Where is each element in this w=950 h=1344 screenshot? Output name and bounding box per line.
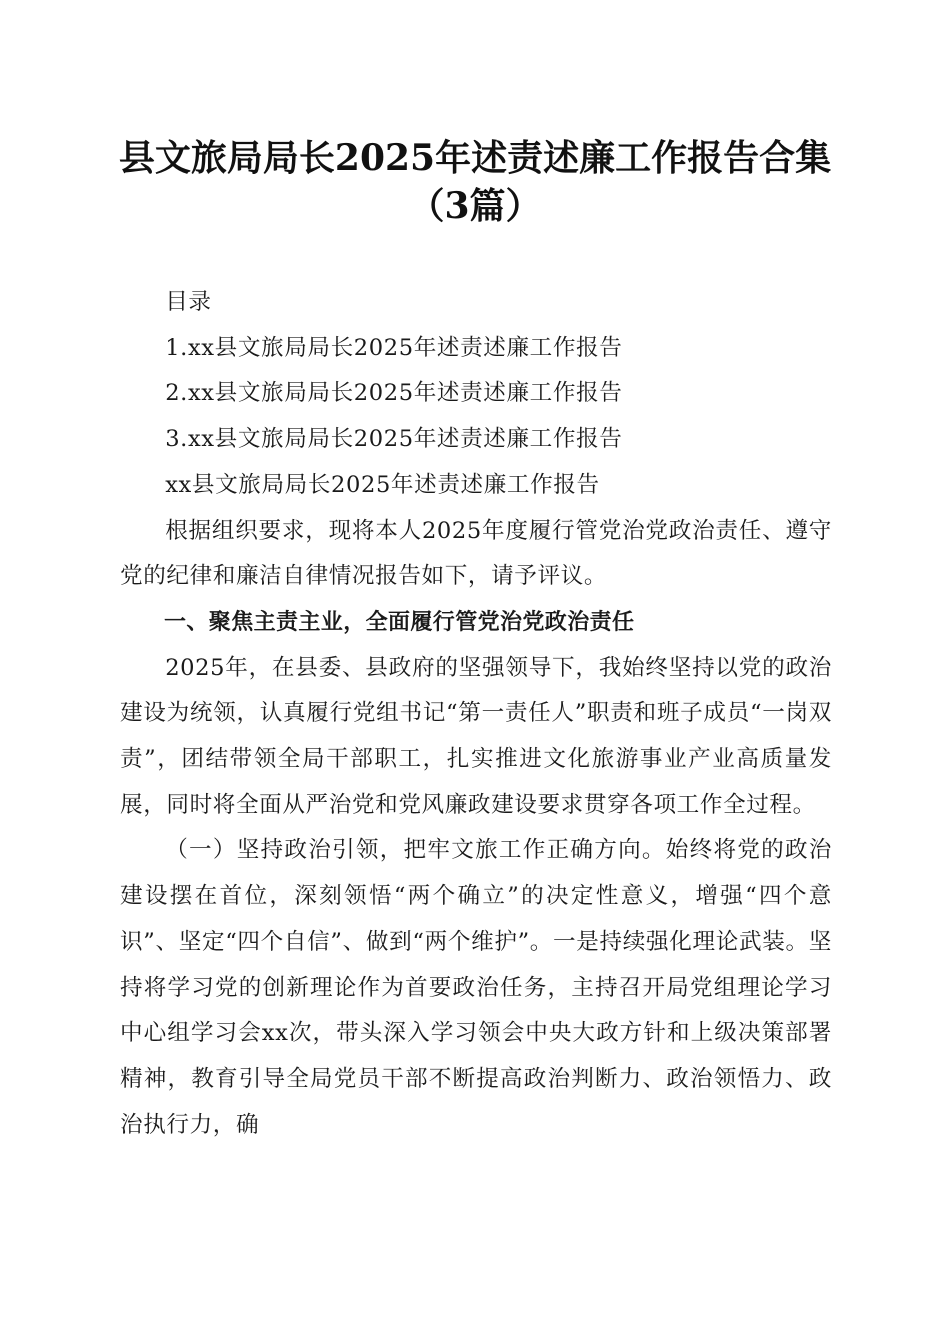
toc-item-1: 1.xx县文旅局局长2025年述责述廉工作报告 [165, 334, 623, 361]
toc-label: 目录 [165, 289, 212, 315]
title-line-1: 县文旅局局长2025年述责述廉工作报告合集 [118, 137, 832, 179]
toc-item-3: 3.xx县文旅局局长2025年述责述廉工作报告 [165, 426, 623, 453]
toc-item-2: 2.xx县文旅局局长2025年述责述廉工作报告 [165, 380, 623, 407]
section-1-paragraph: 2025年，在县委、县政府的坚强领导下，我始终坚持以党的政治建设为统领，认真履行党组书记“第一责任人”职责和班子成员“一岗双责”，团结带领全局干部职工，扎实推进文化旅游事业产业高质量发展，同时将全面从严治党和党风廉政建设要求贯穿各项工作全过程。 [120, 654, 832, 818]
intro-paragraph: 根据组织要求，现将本人2025年度履行管党治党政治责任、遵守党的纪律和廉洁自律情况报告如下，请予评议。 [120, 517, 832, 590]
section-1-heading: 一、聚焦主责主业，全面履行管党治党政治责任 [164, 609, 635, 635]
title-line-2: （3篇） [408, 185, 542, 227]
report-title: xx县文旅局局长2025年述责述廉工作报告 [165, 471, 600, 498]
subsection-1-paragraph: （一）坚持政治引领，把牢文旅工作正确方向。始终将党的政治建设摆在首位，深刻领悟“两个确立”的决定性意义，增强“四个意识”、坚定“四个自信”、做到“两个维护”。一是持续强化理论武装。坚持将学习党的创新理论作为首要政治任务，主持召开局党组理论学习中心组学习会xx次，带头深入学习领会中央大政方针和上级决策部署精神，教育引导全局党员干部不断提高政治判断力、政治领悟力、政治执行力，确 [120, 837, 832, 1138]
document-title [80, 134, 870, 230]
document-body [120, 280, 832, 1148]
